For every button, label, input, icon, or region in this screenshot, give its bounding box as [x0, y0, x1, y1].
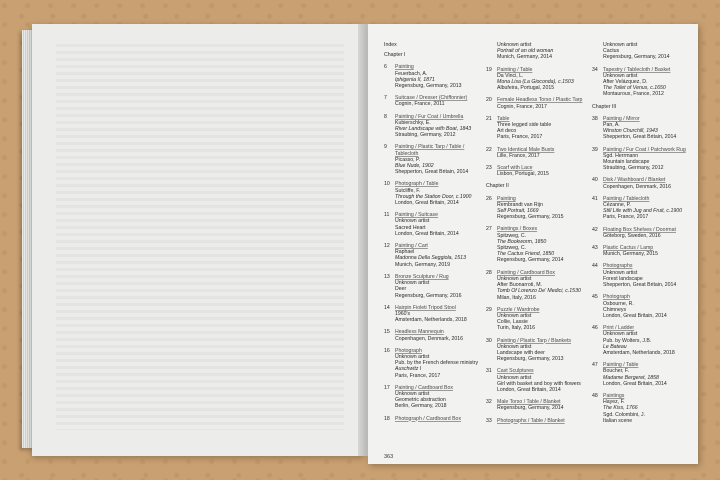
- index-entry: [592, 227, 696, 239]
- index-entry: [384, 385, 488, 410]
- index-entry: [592, 147, 696, 172]
- entry-line: Regensburg, Germany, 2015: [497, 214, 564, 221]
- index-entry: [486, 42, 590, 61]
- index-entry: [592, 245, 696, 257]
- index-entry: [384, 114, 488, 139]
- entry-number: 21: [486, 115, 492, 122]
- entry-line: Le Bateau: [603, 343, 627, 350]
- entry-line: Shepperton, Great Britain, 2014: [603, 282, 677, 289]
- entry-text: [603, 177, 696, 189]
- entry-line: The Toilet of Venus, c.1650: [603, 85, 666, 92]
- entry-number: 41: [592, 195, 598, 202]
- entry-line: Picasso, P.: [395, 156, 421, 163]
- entry-text: [603, 393, 696, 424]
- entry-number: 43: [592, 245, 598, 252]
- entry-line: Unknown artist: [497, 343, 532, 350]
- entry-line: Unknown artist: [497, 312, 532, 319]
- entry-text: [603, 116, 696, 141]
- entry-line: Three legged side table: [497, 122, 552, 129]
- index-entry: [384, 348, 488, 379]
- entry-number: 45: [592, 294, 598, 301]
- entry-line: Kubierschky, E.: [395, 119, 431, 126]
- entry-text: [497, 399, 590, 411]
- entry-line: Regensburg, Germany, 2014: [497, 257, 564, 264]
- entry-list: [592, 116, 696, 424]
- index-entry: [486, 368, 590, 393]
- entry-line: Forest landscape: [603, 275, 643, 282]
- index-entry: [486, 116, 590, 141]
- entry-line: Paris, France, 2017: [395, 372, 441, 379]
- index-column-3: [592, 42, 696, 430]
- entry-text: [603, 245, 696, 257]
- entry-line: Unknown artist: [395, 353, 430, 360]
- entry-text: [497, 226, 590, 263]
- entry-text: [603, 227, 696, 239]
- chapter-heading: Chapter II: [486, 183, 509, 190]
- entry-line: Regensburg, Germany, 2016: [395, 292, 462, 299]
- index-entry: [486, 196, 590, 221]
- entry-category: Paintings / Boxes: [497, 226, 538, 233]
- entry-number: 44: [592, 263, 598, 270]
- index-entry: [384, 305, 488, 324]
- entry-line: Sutcliffe, F.: [395, 187, 421, 194]
- entry-line: River Landscape with Boat, 1843: [395, 126, 472, 133]
- entry-line: Munich, Germany, 2015: [603, 251, 658, 258]
- entry-category: Painting / Plastic Tarp / Table /: [395, 144, 465, 151]
- entry-line: Madonna Della Seggiola, 1513: [395, 255, 466, 262]
- entry-category: Plastic Cactus / Lamp: [603, 245, 654, 252]
- entry-category: Photographs / Table / Blanket: [497, 417, 565, 424]
- entry-line: Montauroux, France, 2012: [603, 91, 664, 98]
- entry-line: London, Great Britain, 2014: [497, 386, 561, 393]
- entry-line: London, Great Britain, 2014: [395, 200, 459, 207]
- entry-number: 20: [486, 97, 492, 104]
- entry-number: 27: [486, 226, 492, 233]
- entry-number: [486, 42, 497, 61]
- index-entry: [592, 263, 696, 288]
- entry-line: Regensburg, Germany, 2014: [603, 54, 670, 61]
- entry-line: Copenhagen, Denmark, 2016: [395, 335, 464, 342]
- entry-number: 15: [384, 329, 390, 336]
- entry-category: Tablecloth: [395, 150, 419, 157]
- index-entry: [592, 325, 696, 356]
- entry-line: Hayez, F.: [603, 399, 625, 406]
- entry-category: Painting / Table: [603, 362, 639, 369]
- entry-line: Shepperton, Great Britain, 2014: [603, 134, 677, 141]
- open-book: [22, 22, 686, 460]
- entry-number: 42: [592, 226, 598, 233]
- entry-line: The Kiss, 1766: [603, 405, 638, 412]
- entry-line: Through the Station Door, c.1900: [395, 193, 472, 200]
- entry-number: 13: [384, 273, 390, 280]
- entry-text: [395, 348, 488, 379]
- entry-category: Painting / Cardboard Box: [395, 384, 453, 391]
- entry-line: Unknown artist: [603, 42, 638, 48]
- entry-line: Self Portrait, 1669: [497, 208, 539, 215]
- entry-line: Tomb Of Lorenzo De' Medici, c.1530: [497, 288, 581, 295]
- index-entry: [384, 144, 488, 175]
- entry-text: [395, 243, 488, 268]
- entry-category: Painting / Fur Coat / Patchwork Rug: [603, 146, 686, 153]
- entry-line: Boucher, F.: [603, 368, 629, 375]
- entry-text: [395, 181, 488, 206]
- index-entry: [384, 64, 488, 89]
- entry-line: Unknown artist: [497, 374, 532, 381]
- index-entry: [486, 97, 590, 109]
- entry-number: 9: [384, 144, 387, 151]
- entry-text: [395, 416, 488, 422]
- entry-number: 28: [486, 269, 492, 276]
- entry-line: Blue Nude, 1902: [395, 163, 434, 170]
- entry-category: Painting / Mirror: [603, 115, 640, 122]
- entry-number: 12: [384, 243, 390, 250]
- index-entry: [592, 362, 696, 387]
- entry-text: [603, 147, 696, 172]
- entry-line: Lisbon, Portugal, 2015: [497, 171, 549, 178]
- entry-number: 39: [592, 146, 598, 153]
- entry-category: Tapestry / Tablecloth / Basket: [603, 66, 671, 73]
- entry-line: London, Great Britain, 2014: [395, 230, 459, 237]
- entry-line: Unknown artist: [395, 280, 430, 287]
- entry-number: 10: [384, 181, 390, 188]
- entry-text: [497, 165, 590, 177]
- index-entry: [592, 67, 696, 98]
- index-entry: [592, 393, 696, 424]
- entry-line: Munich, Germany, 2014: [497, 54, 552, 61]
- entry-text: [395, 329, 488, 341]
- entry-category: Headless Mannequin: [395, 329, 444, 336]
- entry-line: The Bookworm, 1850: [497, 238, 547, 245]
- entry-text: [395, 385, 488, 410]
- entry-line: Mountain landscape: [603, 159, 650, 166]
- index-entry: [384, 212, 488, 237]
- entry-line: Spitzweg, C.: [497, 232, 527, 239]
- entry-line: After Velázquez, D.: [603, 79, 648, 86]
- entry-line: London, Great Britain, 2014: [603, 380, 667, 387]
- entry-text: [395, 212, 488, 237]
- index-entry: [384, 95, 488, 107]
- entry-line: Milan, Italy, 2016: [497, 294, 536, 301]
- entry-category: Photograph: [603, 294, 630, 301]
- entry-line: Winston Churchill, 1943: [603, 128, 658, 135]
- entry-number: 38: [592, 115, 598, 122]
- entry-category: Painting / Cardboard Box: [497, 269, 555, 276]
- entry-line: Unknown artist: [395, 218, 430, 225]
- entry-category: Photographs: [603, 263, 633, 270]
- entry-line: 1960's: [395, 310, 411, 317]
- entry-list: [592, 42, 696, 98]
- entry-line: Pub. by the French defense ministry: [395, 360, 479, 367]
- index-entry: [592, 177, 696, 189]
- entry-text: [497, 97, 590, 109]
- entry-line: Cognin, France, 2017: [497, 103, 547, 110]
- entry-line: Unknown artist: [497, 42, 532, 48]
- left-page: [32, 24, 364, 456]
- entry-text: [497, 270, 590, 301]
- entry-text: [395, 95, 488, 107]
- entry-text: [395, 305, 488, 324]
- index-entry: [384, 181, 488, 206]
- chapter-heading: Chapter I: [384, 52, 406, 59]
- entry-line: Still Life with Jug and Fruit, c.1900: [603, 208, 683, 215]
- entry-line: Unknown artist: [395, 390, 430, 397]
- entry-category: Cast Sculptures: [497, 368, 534, 375]
- entry-text: [497, 42, 590, 61]
- entry-number: 32: [486, 399, 492, 406]
- entry-number: 22: [486, 146, 492, 153]
- entry-line: Amsterdam, Netherlands, 2018: [395, 317, 467, 324]
- entry-line: Da Vinci, L.: [497, 72, 524, 79]
- entry-category: Painting / Plastic Tarp / Blankets: [497, 337, 572, 344]
- page-number: 363: [384, 454, 394, 460]
- entry-line: Copenhagen, Denmark, 2016: [603, 183, 672, 190]
- entry-line: Auschwitz I: [395, 366, 422, 373]
- entry-line: Osbourne, R.: [603, 300, 634, 307]
- entry-line: Regensburg, Germany, 2013: [497, 356, 564, 363]
- entry-number: 29: [486, 306, 492, 313]
- entry-number: 40: [592, 177, 598, 184]
- entry-category: Male Torso / Table / Blanket: [497, 399, 561, 406]
- entry-number: 47: [592, 362, 598, 369]
- entry-text: [603, 294, 696, 319]
- entry-category: Paintings: [603, 392, 625, 399]
- entry-list: [486, 42, 590, 177]
- entry-number: 26: [486, 195, 492, 202]
- right-page-index: [368, 24, 698, 464]
- entry-line: Regensburg, Germany, 2014: [497, 405, 564, 412]
- entry-category: Photograph / Cardboard Box: [395, 415, 462, 422]
- entry-number: 46: [592, 325, 598, 332]
- entry-number: 17: [384, 384, 390, 391]
- entry-text: [603, 67, 696, 98]
- index-entry: [486, 226, 590, 263]
- entry-line: Straubing, Germany, 2012: [395, 132, 456, 139]
- entry-text: [497, 196, 590, 221]
- entry-line: Sacred Heart: [395, 224, 426, 231]
- entry-line: Unknown artist: [603, 269, 638, 276]
- index-entry: [592, 294, 696, 319]
- entry-line: After Buonarroti, M.: [497, 282, 542, 289]
- entry-text: [603, 196, 696, 221]
- entry-line: Sgd. Colombini, J.: [603, 411, 646, 418]
- entry-line: Straubing, Germany, 2012: [603, 165, 664, 172]
- entry-line: The Cactus Friend, 1850: [497, 251, 555, 258]
- index-column-2: [486, 42, 590, 430]
- entry-line: Cézanne, P.: [603, 202, 631, 209]
- entry-line: Paris, France, 2017: [603, 214, 649, 221]
- entry-line: Italian scene: [603, 417, 633, 424]
- entry-text: [395, 274, 488, 299]
- entry-category: Print / Ladder: [603, 325, 635, 332]
- entry-text: [603, 362, 696, 387]
- entry-text: [497, 67, 590, 92]
- entry-line: Albufeira, Portugal, 2015: [497, 85, 555, 92]
- entry-line: Iphigenia II, 1871: [395, 76, 435, 83]
- index-column-1: [384, 42, 488, 428]
- entry-number: [592, 42, 603, 61]
- entry-line: Pan, A.: [603, 122, 620, 129]
- index-entry: [384, 243, 488, 268]
- entry-text: [497, 116, 590, 141]
- index-entry: [486, 399, 590, 411]
- entry-line: Raphael: [395, 249, 415, 256]
- entry-number: 31: [486, 368, 492, 375]
- entry-line: Cognin, France, 2011: [395, 101, 445, 108]
- entry-number: 30: [486, 337, 492, 344]
- entry-text: [603, 325, 696, 356]
- entry-category: Puzzle / Wardrobe: [497, 306, 540, 313]
- entry-line: Sgd. Herrmann: [603, 152, 639, 159]
- entry-number: 16: [384, 347, 390, 354]
- entry-number: 33: [486, 417, 492, 424]
- entry-line: Rembrandt van Rijn: [497, 201, 543, 208]
- entry-line: Landscape with deer: [497, 349, 545, 356]
- index-entry: [384, 416, 488, 422]
- entry-category: Photograph / Table: [395, 181, 439, 188]
- entry-line: Paris, France, 2017: [497, 134, 543, 141]
- index-entry: [486, 338, 590, 363]
- entry-line: Mona Lisa (La Gioconda), c.1503: [497, 79, 574, 86]
- entry-list: [486, 196, 590, 424]
- entry-line: Berlin, Germany, 2018: [395, 403, 447, 410]
- index-entry: [486, 307, 590, 332]
- entry-line: Girl with basket and boy with flowers: [497, 380, 581, 387]
- entry-line: Chimneys: [603, 306, 627, 313]
- index-entry: [486, 270, 590, 301]
- entry-category: Painting / Fur Coat / Umbrella: [395, 113, 464, 120]
- entry-category: Hairpin Fioleti Tripod Stool: [395, 304, 456, 311]
- entry-number: 8: [384, 113, 387, 120]
- chapter-heading: Chapter III: [592, 103, 617, 110]
- entry-text: [497, 368, 590, 393]
- entry-category: Scarf with Lace: [497, 165, 533, 172]
- entry-line: Unknown artist: [497, 275, 532, 282]
- index-entry: [592, 42, 696, 61]
- index-title: Index: [384, 42, 397, 48]
- entry-line: Madame Bergeret, 1858: [603, 374, 659, 381]
- index-entry: [486, 165, 590, 177]
- entry-category: Female Headless Torso / Plastic Tarp: [497, 97, 583, 104]
- entry-line: Amsterdam, Netherlands, 2018: [603, 349, 675, 356]
- entry-number: 7: [384, 95, 387, 102]
- entry-text: [497, 418, 590, 424]
- entry-category: Painting: [395, 64, 414, 71]
- entry-line: Unknown artist: [603, 331, 638, 338]
- entry-text: [395, 64, 488, 89]
- index-entry: [592, 196, 696, 221]
- entry-line: Pub. by Wolters, J.B.: [603, 337, 652, 344]
- entry-category: Painting / Cart: [395, 243, 428, 250]
- entry-category: Suitcase / Dresser (Chiffonnier): [395, 95, 468, 102]
- entry-text: [603, 42, 696, 61]
- entry-text: [497, 338, 590, 363]
- entry-text: [395, 144, 488, 175]
- entry-number: 14: [384, 304, 390, 311]
- entry-line: Geometric abstraction: [395, 397, 446, 404]
- entry-category: Painting: [497, 195, 516, 202]
- entry-category: Bronze Sculpture / Rug: [395, 273, 449, 280]
- entry-line: Spitzweg, C.: [497, 245, 527, 252]
- entry-line: Deer: [395, 286, 407, 293]
- index-entry: [384, 274, 488, 299]
- entry-line: Lille, France, 2017: [497, 152, 540, 159]
- entry-line: Regensburg, Germany, 2013: [395, 83, 462, 90]
- entry-number: 18: [384, 415, 390, 422]
- entry-category: Painting / Tablecloth: [603, 195, 650, 202]
- entry-line: Feuerbach, A.: [395, 70, 428, 77]
- entry-line: Göteborg, Sweden, 2016: [603, 232, 661, 239]
- entry-category: Photograph: [395, 347, 422, 354]
- entry-number: 34: [592, 66, 598, 73]
- entry-line: Collie, Lassie: [497, 319, 528, 326]
- entry-text: [497, 147, 590, 159]
- entry-list: [384, 64, 488, 421]
- entry-text: [497, 307, 590, 332]
- entry-line: Unknown artist: [603, 72, 638, 79]
- entry-number: 23: [486, 165, 492, 172]
- entry-line: Cactus: [603, 48, 620, 55]
- entry-number: 19: [486, 66, 492, 73]
- entry-text: [395, 114, 488, 139]
- entry-line: Art deco: [497, 128, 517, 135]
- show-through-text: [56, 44, 344, 430]
- entry-category: Disk / Washboard / Blanket: [603, 177, 666, 184]
- index-entry: [486, 67, 590, 92]
- index-entry: [592, 116, 696, 141]
- index-entry: [486, 418, 590, 424]
- entry-category: Table: [497, 115, 510, 122]
- entry-category: Two Identical Male Busts: [497, 146, 555, 153]
- entry-number: 6: [384, 64, 387, 71]
- index-entry: [486, 147, 590, 159]
- entry-text: [603, 263, 696, 288]
- entry-line: Munich, Germany, 2019: [395, 261, 450, 268]
- entry-category: Painting / Suitcase: [395, 212, 438, 219]
- entry-line: London, Great Britain, 2014: [603, 312, 667, 319]
- entry-category: Floating Box Shelves / Doormat: [603, 226, 676, 233]
- entry-category: Painting / Table: [497, 66, 533, 73]
- entry-number: 11: [384, 212, 390, 219]
- entry-line: Shepperton, Great Britain, 2014: [395, 169, 469, 176]
- entry-line: Portrait of an old woman: [497, 48, 554, 55]
- index-entry: [384, 329, 488, 341]
- entry-line: Turin, Italy, 2016: [497, 325, 536, 332]
- entry-number: 48: [592, 392, 598, 399]
